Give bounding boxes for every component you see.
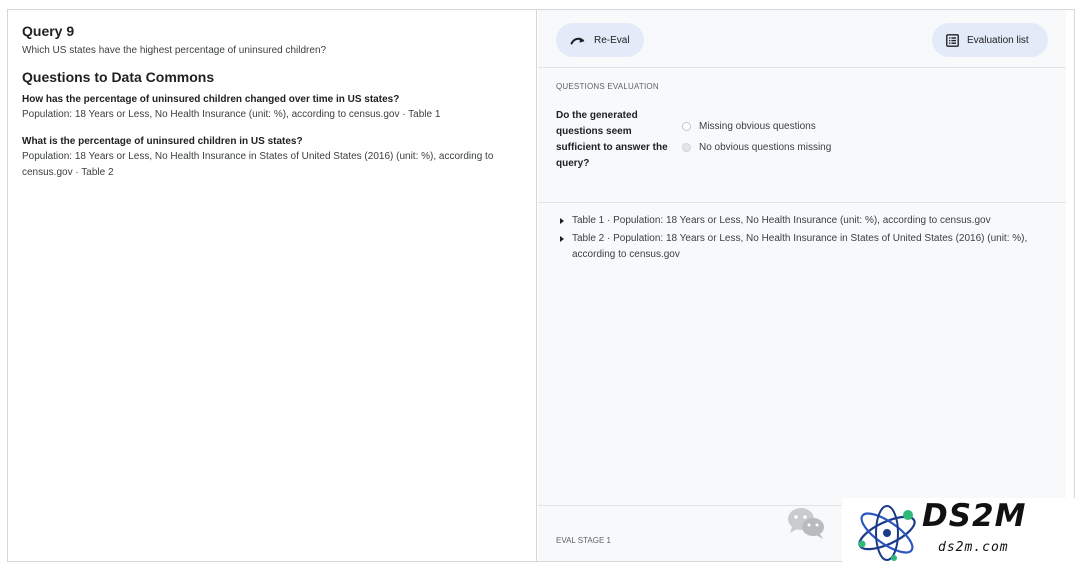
re-eval-button[interactable] <box>556 23 644 57</box>
list-icon <box>946 34 959 47</box>
evaluation-options <box>682 108 831 172</box>
section-title: Questions to Data Commons <box>22 69 215 85</box>
radio-button[interactable] <box>682 122 691 131</box>
eval-stage-label: EVAL STAGE 1 <box>556 536 611 545</box>
evaluation-list-button[interactable] <box>932 23 1048 57</box>
table-list <box>538 203 1066 263</box>
evaluation-pane <box>538 10 1066 561</box>
option-label: No obvious questions missing <box>699 142 832 153</box>
watermark <box>842 498 1080 567</box>
question-heading: How has the percentage of uninsured children changed over time in US states? <box>22 94 400 105</box>
option-label: Missing obvious questions <box>699 121 816 132</box>
question-source: Population: 18 Years or Less, No Health Insurance (unit: %), according to census.gov · Table 1 <box>22 109 441 120</box>
query-title: Query 9 <box>22 23 75 39</box>
question-block <box>22 93 522 123</box>
toolbar <box>538 10 1066 68</box>
table-label: according to census.gov <box>572 249 680 260</box>
atom-logo-icon <box>854 502 920 567</box>
query-pane <box>8 10 537 561</box>
evaluation-question <box>556 108 674 172</box>
question-source: census.gov · Table 2 <box>22 167 114 178</box>
question-source: Population: 18 Years or Less, No Health Insurance in States of United States (2016) (unit: %), according to <box>22 151 494 162</box>
wechat-icon <box>786 506 830 545</box>
questions-evaluation <box>538 68 1066 203</box>
question-block <box>22 135 522 181</box>
re-eval-label: Re-Eval <box>594 34 630 46</box>
evaluation-question-line: questions seem <box>556 126 632 137</box>
app-frame <box>7 9 1075 562</box>
evaluation-header: QUESTIONS EVALUATION <box>556 82 659 91</box>
option-missing-obvious[interactable] <box>682 116 831 137</box>
evaluation-question-line: sufficient to answer the <box>556 142 668 153</box>
watermark-url: ds2m.com <box>938 540 1009 555</box>
table-item-2[interactable] <box>560 231 1044 263</box>
radio-button-selected[interactable] <box>682 143 691 152</box>
question-heading: What is the percentage of uninsured children in US states? <box>22 136 303 147</box>
evaluation-list-label: Evaluation list <box>967 34 1029 46</box>
table-item-1[interactable] <box>560 213 1044 229</box>
evaluation-question-line: query? <box>556 158 590 169</box>
redo-arrow-icon <box>570 35 586 45</box>
table-label: Table 2 · Population: 18 Years or Less, No Health Insurance in States of United States (2016) (unit: %), <box>572 233 1028 244</box>
table-label: Table 1 · Population: 18 Years or Less, No Health Insurance (unit: %), according to census.gov <box>572 215 991 226</box>
option-no-obvious-missing[interactable] <box>682 137 831 158</box>
evaluation-question-line: Do the generated <box>556 110 638 121</box>
query-text: Which US states have the highest percentage of uninsured children? <box>22 45 327 56</box>
caret-right-icon[interactable] <box>560 236 564 242</box>
caret-right-icon[interactable] <box>560 218 564 224</box>
watermark-brand: DS2M <box>922 498 1027 534</box>
